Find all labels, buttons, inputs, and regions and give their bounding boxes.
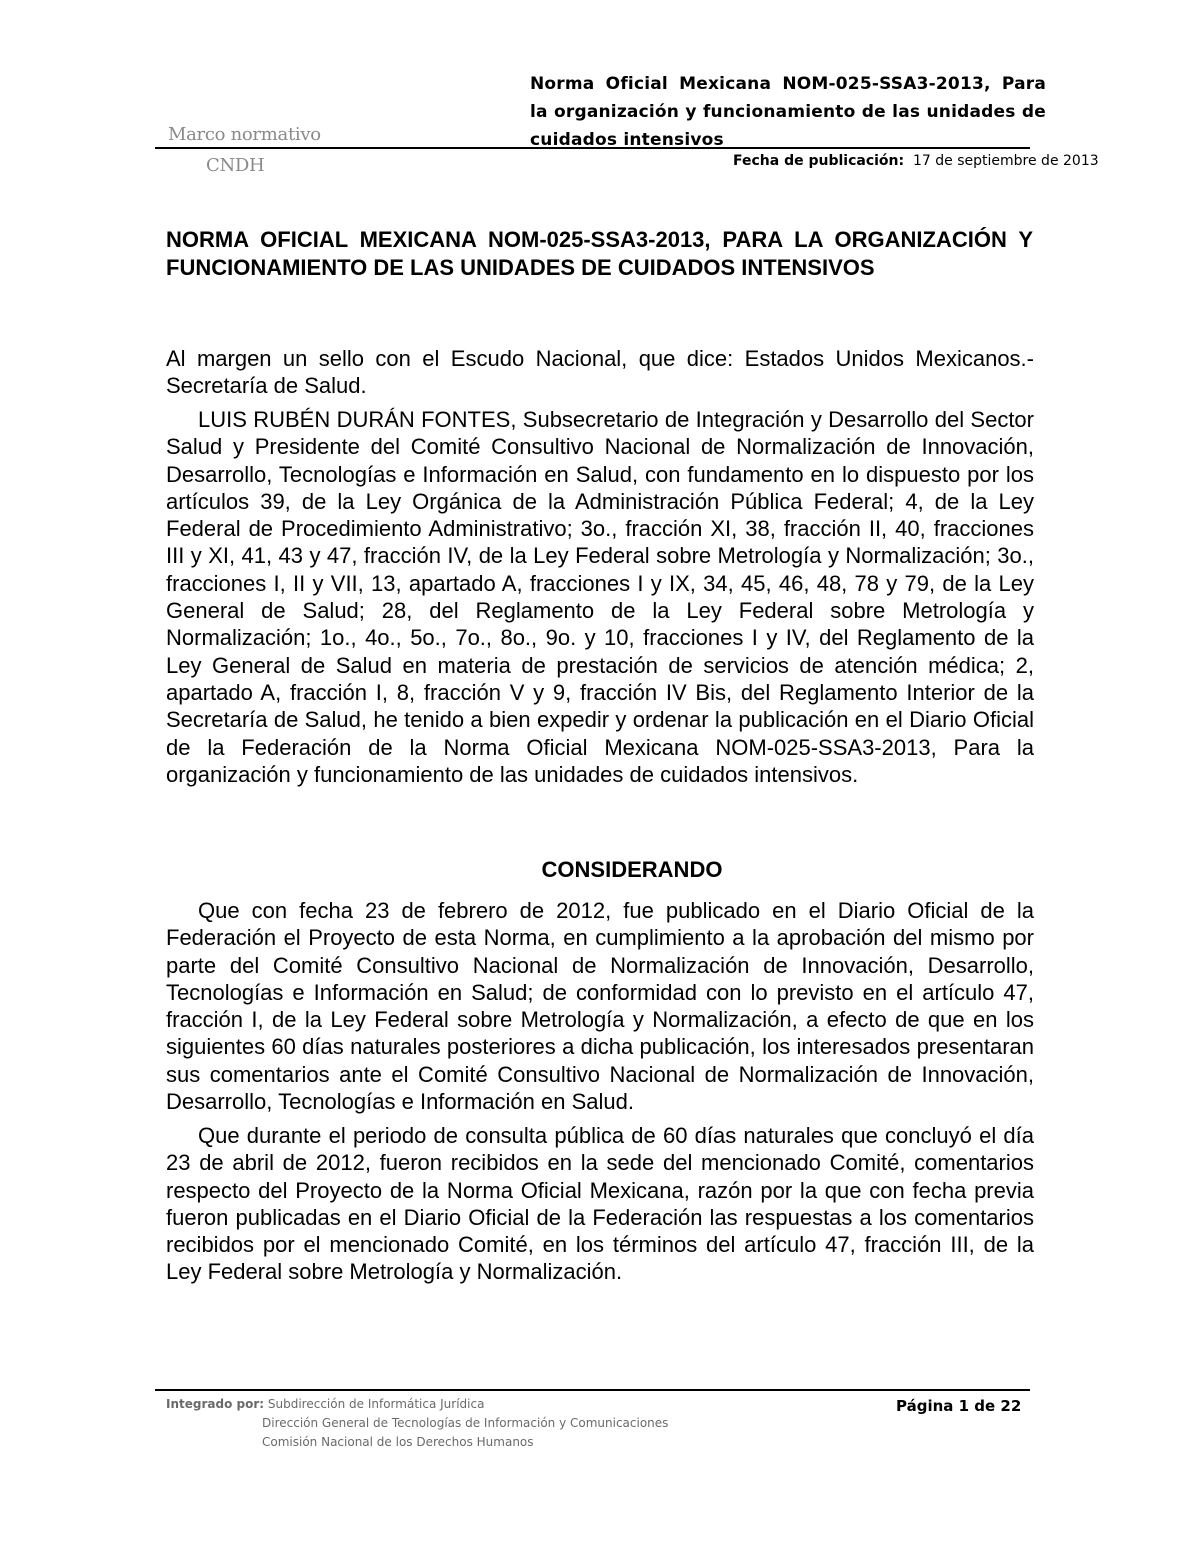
header-org-label: CNDH — [206, 155, 265, 176]
considerando-paragraph-1: Que con fecha 23 de febrero de 2012, fue publicado en el Diario Oficial de la Federación el Proyecto de esta Norma, en cumplimiento a la aprobación del mismo por parte del Comité Consultivo Nacional de Normalización de Innovación, Desarrollo, Tecnologías e Información en Salud; de conformidad con lo previsto en el artículo 47, fracción I, de la Ley Federal sobre Metrología y Normalización, a efecto de que en los siguientes 60 días naturales posteriores a dicha publicación, los interesados presentaran sus comentarios ante el Comité Consultivo Nacional de Normalización de Innovación, Desarrollo, Tecnologías e Información en Salud. — [166, 898, 1034, 1115]
considerando-paragraph-2: Que durante el periodo de consulta pública de 60 días naturales que concluyó el día 23 de abril de 2012, fueron recibidos en la sede del mencionado Comité, comentarios respecto del Proyecto de la Norma Oficial Mexicana, razón por la que con fecha previa fueron publicadas en el Diario Oficial de la Federación las respuestas a los comentarios recibidos por el mencionado Comité, en los términos del artículo 47, fracción III, de la Ley Federal sobre Metrología y Normalización. — [166, 1123, 1034, 1285]
page-number: Página 1 de 22 — [896, 1397, 1022, 1415]
footer-integrated-value: Subdirección de Informática Jurídica — [267, 1397, 485, 1411]
footer-divider — [155, 1389, 1030, 1391]
header-section-label: Marco normativo — [168, 124, 321, 145]
intro-paragraph: Al margen un sello con el Escudo Nacional, que dice: Estados Unidos Mexicanos.- Secretaría de Salud. — [166, 346, 1034, 399]
footer-directorate: Dirección General de Tecnologías de Información y Comunicaciones — [262, 1416, 669, 1430]
header-publication-date — [733, 153, 1099, 169]
page-title: NORMA OFICIAL MEXICANA NOM-025-SSA3-2013, PARA LA ORGANIZACIÓN Y FUNCIONAMIENTO DE LAS UNIDADES DE CUIDADOS INTENSIVOS — [166, 227, 1033, 280]
footer-integrated-by — [166, 1397, 484, 1411]
footer-integrated-label: Integrado por: — [166, 1397, 265, 1411]
header-document-title: Norma Oficial Mexicana NOM-025-SSA3-2013, Para la organización y funcionamiento de las unidades de cuidados intensivos — [530, 74, 1046, 150]
footer-commission: Comisión Nacional de los Derechos Humanos — [262, 1435, 534, 1449]
publication-date-label: Fecha de publicación: — [733, 153, 905, 169]
publication-date-value: 17 de septiembre de 2013 — [913, 153, 1099, 169]
considerando-heading: CONSIDERANDO — [541, 857, 723, 882]
header-divider — [155, 147, 1030, 149]
preamble-paragraph: LUIS RUBÉN DURÁN FONTES, Subsecretario de Integración y Desarrollo del Sector Salud y Presidente del Comité Consultivo Nacional de Normalización de Innovación, Desarrollo, Tecnologías e Información en Salud, con fundamento en lo dispuesto por los artículos 39, de la Ley Orgánica de la Administración Pública Federal; 4, de la Ley Federal de Procedimiento Administrativo; 3o., fracción XI, 38, fracción II, 40, fracciones III y XI, 41, 43 y 47, fracción IV, de la Ley Federal sobre Metrología y Normalización; 3o., fracciones I, II y VII, 13, apartado A, fracciones I y IX, 34, 45, 46, 48, 78 y 79, de la Ley General de Salud; 28, del Reglamento de la Ley Federal sobre Metrología y Normalización; 1o., 4o., 5o., 7o., 8o., 9o. y 10, fracciones I y IV, del Reglamento de la Ley General de Salud en materia de prestación de servicios de atención médica; 2, apartado A, fracción I, 8, fracción V y 9, fracción IV Bis, del Reglamento Interior de la Secretaría de Salud, he tenido a bien expedir y ordenar la publicación en el Diario Oficial de la Federación de la Norma Oficial Mexicana NOM-025-SSA3-2013, Para la organización y funcionamiento de las unidades de cuidados intensivos. — [166, 407, 1034, 787]
